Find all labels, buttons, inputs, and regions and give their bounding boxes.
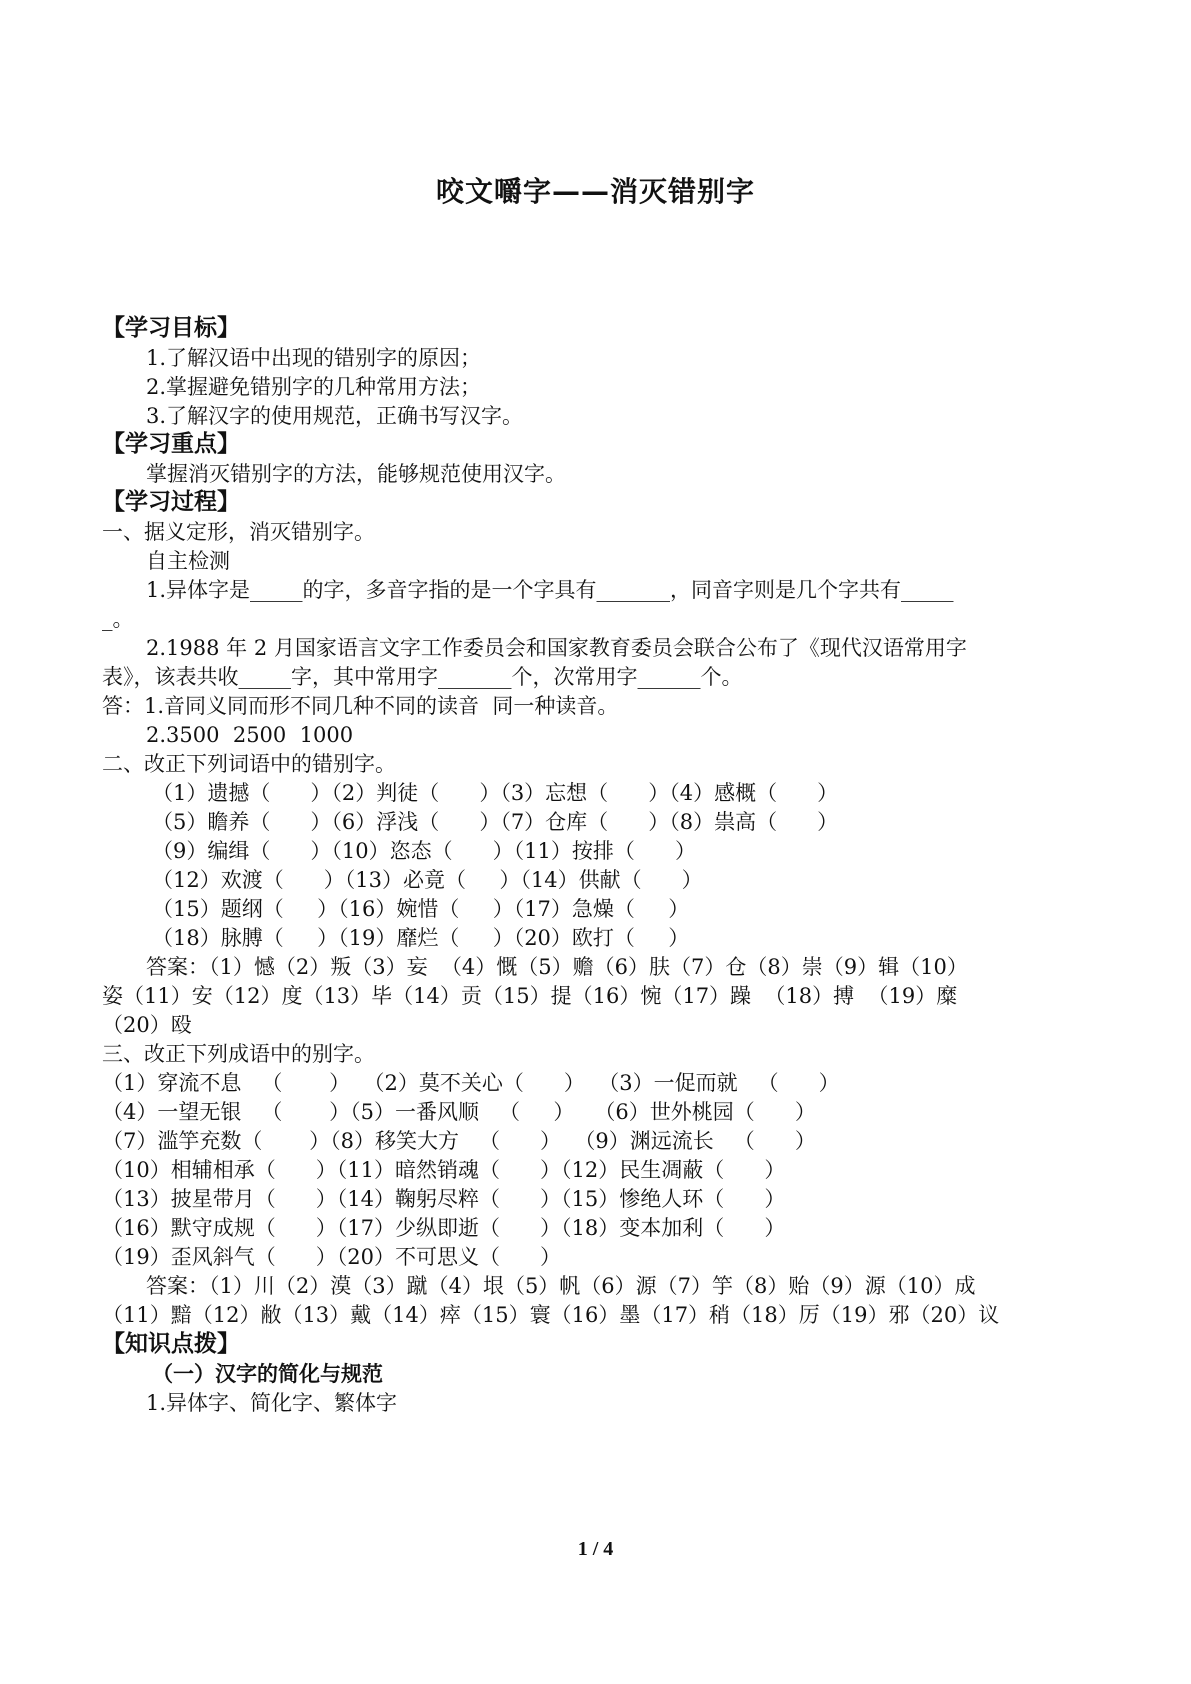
word-exercise-row: （1）遗撼（ ）（2）判徒（ ）（3）忘想（ ）（4）感概（ ） [152,781,839,805]
subsection-heading: （一）汉字的简化与规范 [152,1362,383,1386]
answer-1: 答：1.音同义同而形不同几种不同的读音 同一种读音。 [102,694,619,718]
idiom-exercise-row: （10）相辅相承（ ）（11）暗然销魂（ ）（12）民生凋蔽（ ） [102,1158,786,1182]
word-answers-line-2: 姿（11）安（12）度（13）毕（14）贡（15）提（16）惋（17）躁 （18）搏 （19）糜 [102,984,958,1008]
word-exercise-row: （18）脉膊（ ）（19）靡烂（ ）（20）欧打（ ） [152,926,690,950]
key-point-text: 掌握消灭错别字的方法，能够规范使用汉字。 [146,462,566,486]
idiom-exercise-row: （7）滥竽充数（ ）（8）移笑大方 （ ） （9）渊远流长 （ ） [102,1129,816,1153]
self-check-label: 自主检测 [146,549,230,573]
question-2-line-2: 表》，该表共收_____字，其中常用字_______个，次常用字______个。 [102,665,743,689]
answer-2: 2.3500 2500 1000 [146,723,354,747]
idiom-exercise-row: （13）披星带月（ ）（14）鞠躬尽粹（ ）（15）惨绝人环（ ） [102,1187,786,1211]
idiom-answers-line-1: 答案：（1）川（2）漠（3）蹴（4）垠（5）帆（6）源（7）竽（8）贻（9）源（10）成 [146,1274,976,1298]
document-title: 咬文嚼字——消灭错别字 [435,175,755,208]
goal-item-3: 3.了解汉字的使用规范，正确书写汉字。 [146,404,524,428]
question-1-line-2: _。 [102,607,134,631]
heading-learning-goals: 【学习目标】 [102,315,240,341]
word-exercise-row: （9）编缉（ ）（10）恣态（ ）（11）按排（ ） [152,839,696,863]
word-exercise-row: （15）题纲（ ）（16）婉惜（ ）（17）急燥（ ） [152,897,690,921]
idiom-exercise-row: （19）歪风斜气（ ）（20）不可思义（ ） [102,1245,562,1269]
heading-key-points: 【学习重点】 [102,431,240,457]
idiom-exercise-row: （1）穿流不息 （ ） （2）莫不关心（ ） （3）一促而就 （ ） [102,1071,840,1095]
word-answers-line-1: 答案：（1）憾（2）叛（3）妄 （4）慨（5）赡（6）肤（7）仓（8）崇（9）辑（10） [146,955,968,979]
question-1-line-1: 1.异体字是_____的字，多音字指的是一个字具有_______，同音字则是几个字共有_____ [146,578,954,602]
word-answers-line-3: （20）殴 [102,1013,192,1037]
section-2-heading: 二、改正下列词语中的错别字。 [102,752,396,776]
word-exercise-row: （12）欢渡（ ）（13）必竟（ ）（14）供献（ ） [152,868,703,892]
page-number: 1 / 4 [577,1538,614,1560]
heading-knowledge-tips: 【知识点拨】 [102,1331,240,1357]
idiom-exercise-row: （4）一望无银 （ ）（5）一番风顺 （ ） （6）世外桃园（ ） [102,1100,816,1124]
heading-learning-process: 【学习过程】 [102,489,240,515]
goal-item-2: 2.掌握避免错别字的几种常用方法； [146,375,482,399]
goal-item-1: 1.了解汉语中出现的错别字的原因； [146,346,482,370]
subsection-item-1: 1.异体字、简化字、繁体字 [146,1391,398,1415]
idiom-answers-line-2: （11）黯（12）敝（13）戴（14）瘁（15）寰（16）墨（17）稍（18）厉（19）邪（20）议 [102,1303,1000,1327]
section-1-heading: 一、据义定形，消灭错别字。 [102,520,375,544]
idiom-exercise-row: （16）默守成规（ ）（17）少纵即逝（ ）（18）变本加利（ ） [102,1216,786,1240]
question-2-line-1: 2.1988 年 2 月国家语言文字工作委员会和国家教育委员会联合公布了《现代汉语常用字 [146,636,967,660]
word-exercise-row: （5）瞻养（ ）（6）浮浅（ ）（7）仓库（ ）（8）祟高（ ） [152,810,839,834]
section-3-heading: 三、改正下列成语中的别字。 [102,1042,375,1066]
